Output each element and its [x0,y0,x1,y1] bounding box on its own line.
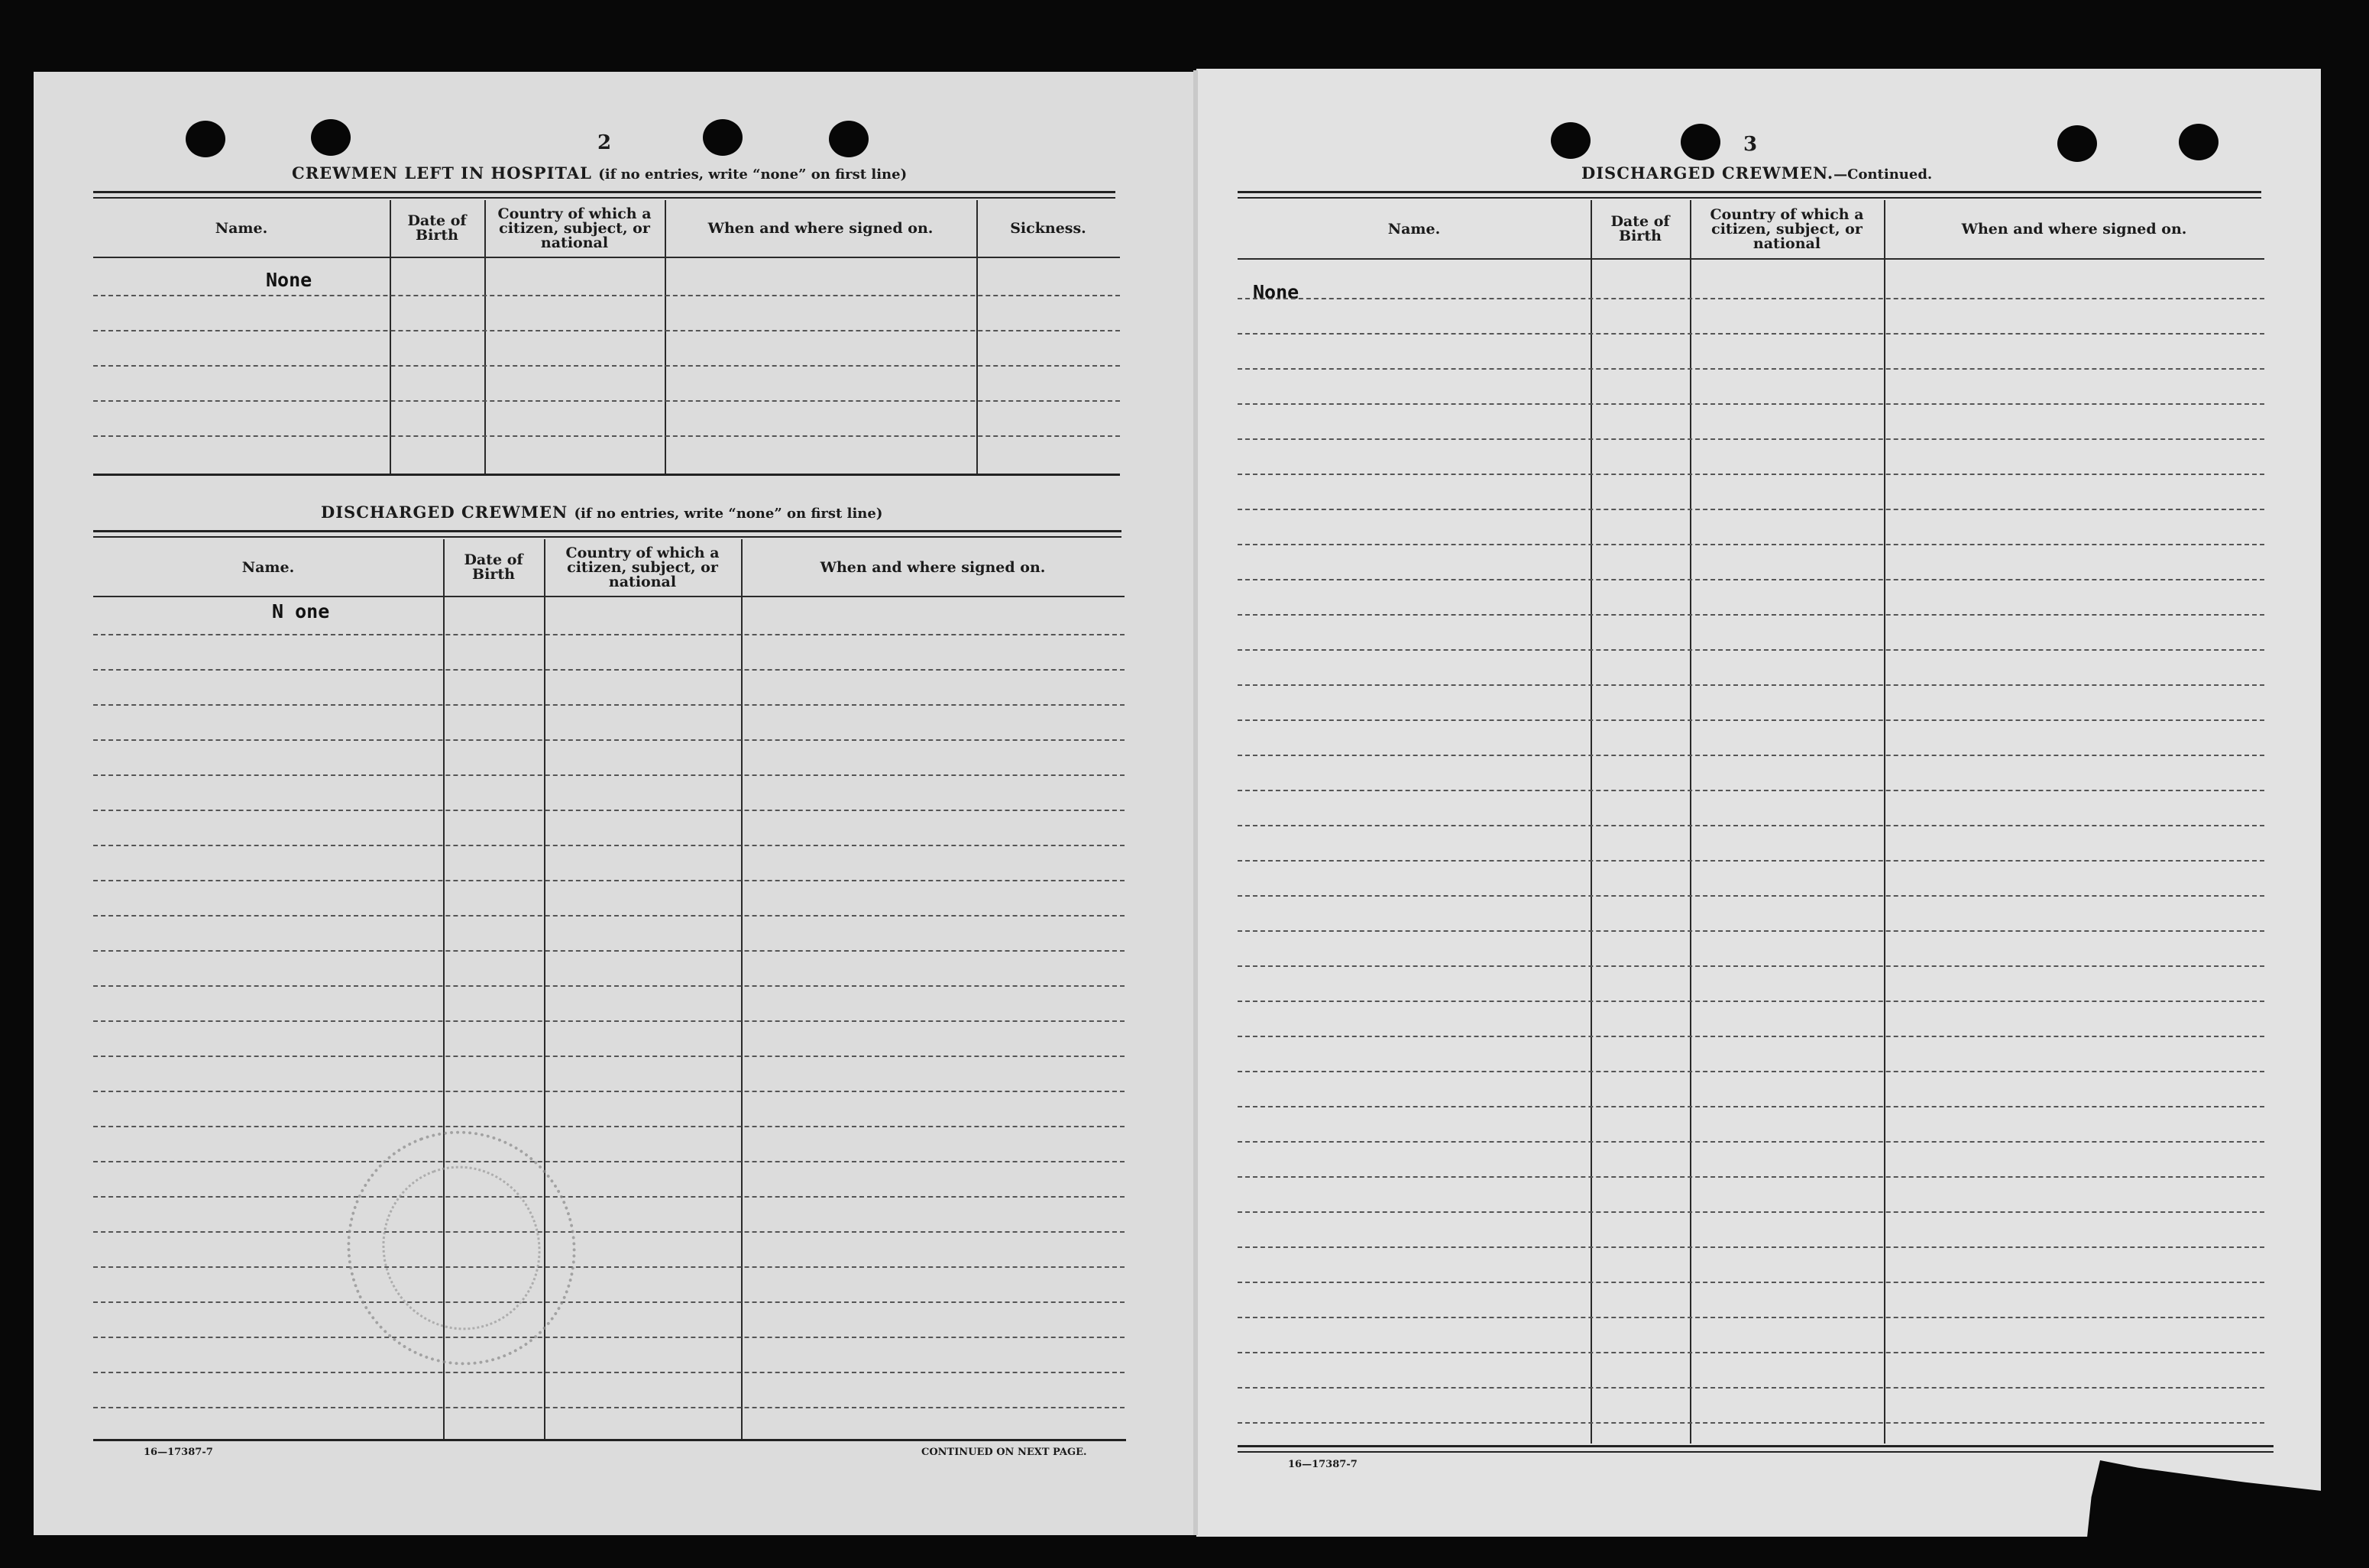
ruled-line [93,365,1120,367]
punch-hole [311,119,351,156]
ruled-line [93,1372,1125,1373]
hospital-section-title [292,163,907,183]
ruled-line [93,985,1125,987]
ruled-line [93,1126,1125,1127]
rule [1238,191,2261,193]
section-title-text: DISCHARGED CREWMEN. [1581,163,1834,183]
ruled-line [93,1161,1125,1162]
ruled-line [93,400,1120,402]
ruled-line [1238,474,2264,475]
ruled-line [93,739,1125,741]
ruled-line [1238,719,2264,721]
col-header-dob: Date of Birth [1610,213,1670,244]
rule [93,530,1121,532]
col-divider [1884,200,1885,1444]
ruled-line [1238,965,2264,967]
ruled-line [1238,1422,2264,1424]
discharged-table [93,539,1125,1439]
col-divider [1690,200,1691,1444]
col-header-signed-on: When and where signed on. [1961,220,2187,238]
ruled-line [1238,333,2264,335]
ruled-line [1238,579,2264,580]
ruled-line [1238,649,2264,651]
punch-hole [829,121,869,157]
col-divider [741,539,743,1439]
ruled-line [1238,895,2264,897]
ruled-line [93,1407,1125,1408]
ruled-line [1238,755,2264,756]
ruled-line [93,1056,1125,1057]
col-divider [976,200,978,474]
rule [93,1439,1126,1441]
col-header-sickness: Sickness. [1010,219,1086,237]
ruled-line [1238,1246,2264,1248]
ruled-line [1238,368,2264,370]
form-number: 16—17387-7 [144,1447,213,1458]
discharged-instruction: (if no entries, write “none” on first line) [574,506,883,522]
hospital-title-text: CREWMEN LEFT IN HOSPITAL [292,163,592,183]
ruled-line [93,774,1125,776]
rule [1238,1451,2274,1453]
rule [93,536,1121,538]
rule [93,197,1115,199]
col-divider [1591,200,1592,1444]
col-header-country: Country of which a citizen, subject, or national [565,544,720,590]
ruled-line [93,1266,1125,1268]
page-number: 2 [597,131,612,154]
ruled-line [1238,544,2264,545]
ruled-line [93,915,1125,917]
discharged-first-entry: N one [272,600,330,622]
ruled-line [1238,860,2264,862]
ruled-line [1238,1282,2264,1283]
rule [93,474,1120,476]
ruled-line [93,1196,1125,1198]
ruled-line [1238,1001,2264,1002]
col-header-signed-on: When and where signed on. [820,558,1046,576]
ruled-line [93,1231,1125,1233]
ruled-line [1238,825,2264,826]
ruled-line [1238,1387,2264,1389]
ruled-line [1238,438,2264,440]
punch-hole [1551,122,1591,159]
ruled-line [1238,1317,2264,1318]
discharged-section-title [321,503,882,522]
ruled-line [1238,790,2264,791]
punch-hole [703,119,743,156]
ruled-line [1238,1176,2264,1178]
header-rule [1238,258,2264,260]
discharged-title-text: DISCHARGED CREWMEN [321,503,568,522]
col-divider [390,200,391,474]
page-fold [1193,70,1198,1535]
ruled-line [1238,1036,2264,1037]
ruled-line [1238,1352,2264,1353]
ruled-line [1238,614,2264,616]
hospital-instruction: (if no entries, write “none” on first line) [598,166,908,183]
col-header-name: Name. [1387,220,1441,238]
punch-hole [2057,125,2097,162]
ruled-line [93,810,1125,811]
ruled-line [1238,1106,2264,1107]
ruled-line [93,880,1125,881]
col-header-name: Name. [215,219,268,237]
rule [1238,1445,2274,1447]
ruled-line [1238,298,2264,299]
ruled-line [93,669,1125,671]
col-divider [484,200,486,474]
ruled-line [1238,1071,2264,1072]
col-header-dob: Date of Birth [407,212,467,244]
col-header-name: Name. [241,558,295,576]
col-divider [665,200,666,474]
rule [1238,197,2261,199]
right-first-entry: None [1253,281,1299,303]
ruled-line [1238,930,2264,932]
ruled-line [1238,1211,2264,1213]
ruled-line [93,295,1120,296]
header-rule [93,596,1125,597]
ruled-line [1238,509,2264,510]
continued-note: CONTINUED ON NEXT PAGE. [921,1447,1087,1458]
ruled-line [93,1091,1125,1092]
discharged-continued-table [1238,200,2264,1444]
punch-hole [186,121,225,157]
discharged-continued-title [1581,163,1932,183]
form-number: 16—17387-7 [1288,1459,1358,1470]
col-header-signed-on: When and where signed on. [707,219,934,237]
hospital-table [93,200,1120,474]
ruled-line [93,1337,1125,1338]
ruled-line [93,845,1125,846]
ruled-line [93,950,1125,952]
punch-hole [1681,124,1720,160]
ruled-line [1238,684,2264,686]
col-header-country: Country of which a citizen, subject, or national [497,205,652,251]
rule [93,191,1115,193]
ruled-line [93,1301,1125,1303]
continued-label: —Continued. [1833,166,1933,183]
ruled-line [1238,403,2264,405]
col-header-dob: Date of Birth [464,551,523,583]
ruled-line [93,704,1125,706]
hospital-first-entry: None [266,269,312,291]
punch-hole [2179,124,2219,160]
header-rule [93,257,1120,258]
ruled-line [93,330,1120,331]
ruled-line [93,634,1125,635]
page-number: 3 [1743,133,1758,156]
ruled-line [93,1020,1125,1022]
ruled-line [1238,1141,2264,1143]
col-header-country: Country of which a citizen, subject, or national [1710,205,1864,252]
ruled-line [93,435,1120,437]
